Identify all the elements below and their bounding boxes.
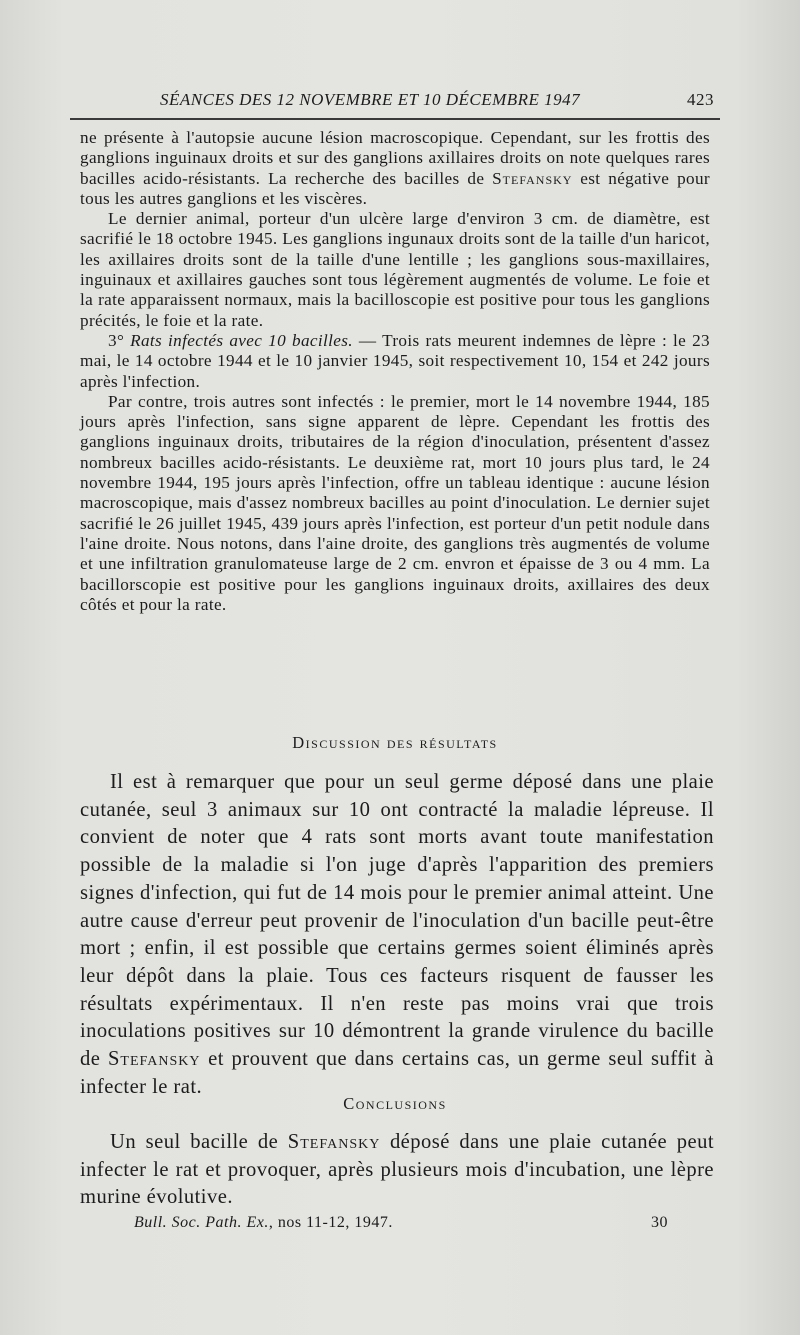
running-header — [70, 86, 720, 114]
conclusions-heading: Conclusions — [343, 1094, 447, 1113]
journal-reference: Bull. Soc. Path. Ex. — [134, 1214, 269, 1231]
page-number: 423 — [687, 90, 714, 109]
author-name: Stefansky — [287, 1131, 381, 1153]
author-name: Stefansky — [492, 168, 573, 188]
author-name: Stefansky — [107, 1048, 201, 1071]
signature-number: 30 — [651, 1214, 668, 1231]
paragraph-2: Le dernier animal, porteur d'un ulcère large d'environ 3 cm. de diamètre, est sacrifié le 18 octobre 1945. Les ganglions ingunaux droits sont de la taille d'un haricot, les axillaires droits sont de la taille d'une lentille ; les ganglions sous-maxillaires, inguinaux et axillaires gauches sont tous légèrement augmentés de volume. Le foie et la rate apparaissent normaux, mais la bacilloscopie est positive pour tous les ganglions précités, le foie et la rate. — [80, 209, 710, 330]
running-title: SÉANCES DES 12 NOVEMBRE ET 10 DÉCEMBRE 1947 — [160, 90, 581, 109]
body-text — [80, 128, 710, 615]
subsection-title: Rats infectés avec 10 bacilles. — [130, 330, 353, 350]
header-rule — [70, 118, 720, 120]
paragraph-3: 3° Rats infectés avec 10 bacilles. — Trois rats meurent indemnes de lèpre : le 23 mai, le 14 octobre 1944 et le 10 janvier 1945, soit respectivement 10, 154 et 242 jours après l'infection. — [80, 330, 710, 391]
discussion-paragraph: Il est à remarquer que pour un seul germe déposé dans une plaie cutanée, seul 3 animaux sur 10 ont contracté la maladie lépreuse. Il convient de noter que 4 rats sont morts avant toute manifestation possible de la maladie si l'on juge d'après l'apparition des premiers signes d'infection, qui fut de 14 mois pour le premier animal atteint. Une autre cause d'erreur peut provenir de l'inoculation d'un bacille peut-être mort ; enfin, il est possible que certains germes soient éliminés après leur dépôt dans la plaie. Tous ces facteurs risquent de fausser les résultats expérimentaux. Il n'en reste pas moins vrai que trois inoculations positives sur 10 démontrent la grande virulence du bacille de Stefansky et prouvent que dans certains cas, un germe seul suffit à infecter le rat. — [80, 771, 714, 1098]
footer — [134, 1214, 674, 1232]
discussion-heading: Discussion des résultats — [292, 733, 498, 752]
conclusions-paragraph: Un seul bacille de Stefansky déposé dans une plaie cutanée peut infecter le rat et provoquer, après plusieurs mois d'incubation, une lèpre murine évolutive. — [80, 1131, 714, 1209]
paragraph-1: ne présente à l'autopsie aucune lésion macroscopique. Cependant, sur les frottis des ganglions inguinaux droits et sur des ganglions axillaires droits on note quelques rares bacilles acido-résistants. La recherche des bacilles de Stefansky est négative pour tous les autres ganglions et les viscères. — [80, 128, 710, 208]
paragraph-4: Par contre, trois autres sont infectés : le premier, mort le 14 novembre 1944, 185 jours après l'infection, sans signe apparent de lèpre. Cependant les frottis des ganglions inguinaux droits, tributaires de la région d'inoculation, présentent d'assez nombreux bacilles acido-résistants. Le deuxième rat, mort 10 jours plus tard, le 24 novembre 1944, 195 jours après l'infection, offre un tableau identique : aucune lésion macroscopique, mais d'assez nombreux bacilles au point d'inoculation. Le dernier sujet sacrifié le 26 juillet 1945, 439 jours après l'infection, est porteur d'un petit nodule dans l'aine droite. Nous notons, dans l'aine droite, des ganglions très augmentés de volume et une infiltration granulomateuse large de 2 cm. envron et épaisse de 3 ou 4 mm. La bacillorscopie est positive pour les ganglions inguinaux droits, axillaires des deux côtés et pour la rate. — [80, 391, 710, 614]
conclusions-text — [80, 1129, 714, 1212]
discussion-text — [80, 769, 714, 1101]
journal-issue: , nos 11-12, 1947. — [268, 1214, 393, 1231]
